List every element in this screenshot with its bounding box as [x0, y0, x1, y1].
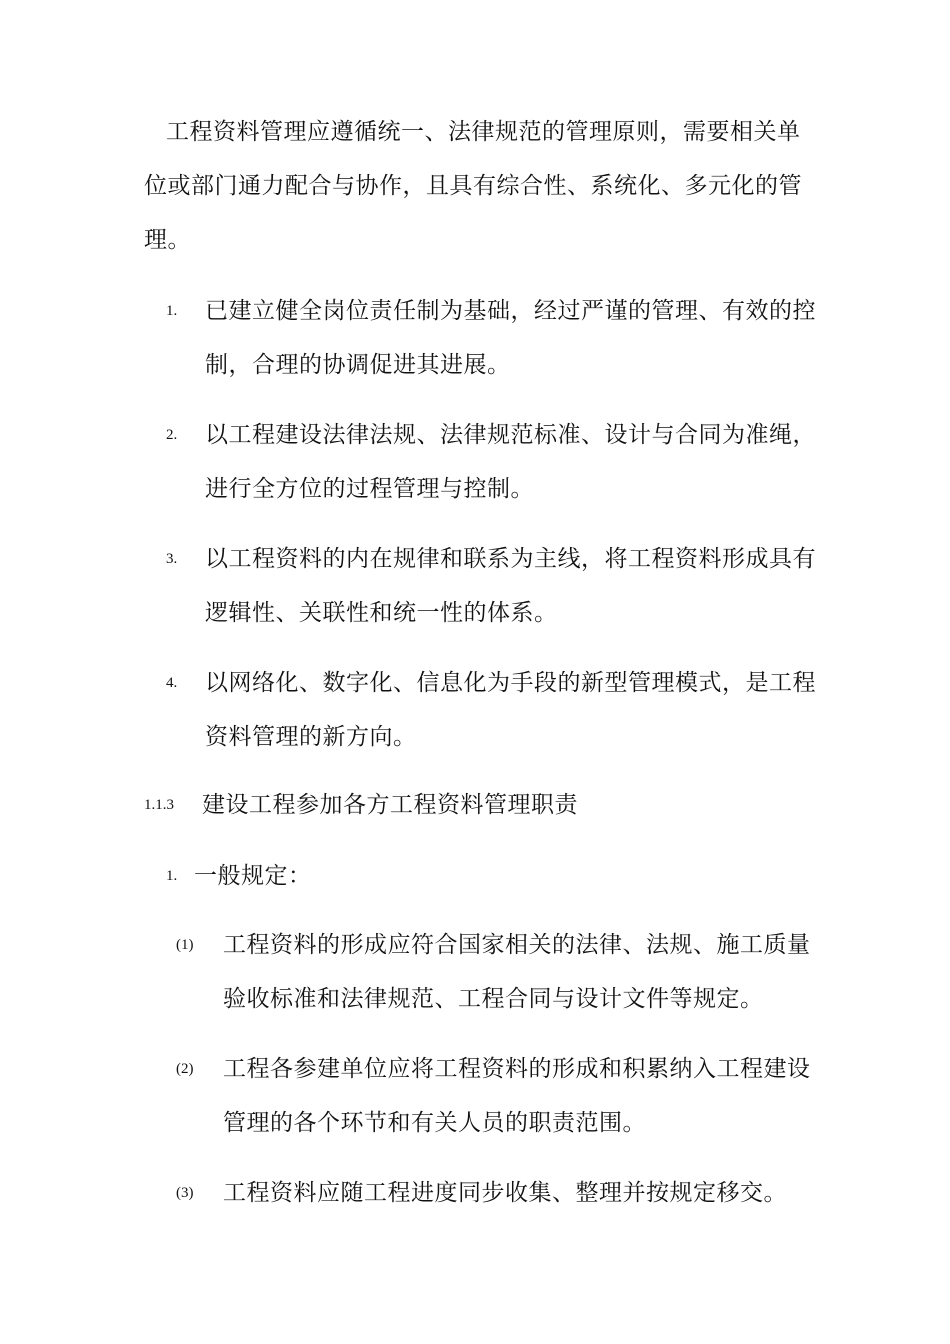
principle-3-line-1: 以工程资料的内在规律和联系为主线，将工程资料形成具有: [205, 546, 816, 572]
principle-4-number: 4.: [166, 675, 178, 691]
rule-2-number: (2): [176, 1061, 194, 1077]
intro-line-2: 位或部门通力配合与协作，且具有综合性、系统化、多元化的管: [144, 173, 802, 199]
rule-1-line-2: 验收标准和法律规范、工程合同与设计文件等规定。: [223, 986, 764, 1012]
general-label: 一般规定：: [194, 863, 312, 889]
rule-3-line-1: 工程资料应随工程进度同步收集、整理并按规定移交。: [223, 1180, 787, 1206]
intro-line-1: 工程资料管理应遵循统一、法律规范的管理原则，需要相关单: [166, 119, 801, 145]
general-number: 1.: [166, 868, 178, 884]
rule-2-line-1: 工程各参建单位应将工程资料的形成和积累纳入工程建设: [223, 1056, 811, 1082]
principle-4-line-1: 以网络化、数字化、信息化为手段的新型管理模式，是工程: [205, 670, 816, 696]
principle-2-number: 2.: [166, 427, 178, 443]
principle-3-number: 3.: [166, 551, 178, 567]
rule-3-number: (3): [176, 1185, 194, 1201]
principle-4-line-2: 资料管理的新方向。: [205, 724, 417, 750]
section-number: 1.1.3: [144, 797, 174, 813]
rule-2-line-2: 管理的各个环节和有关人员的职责范围。: [223, 1110, 646, 1136]
principle-1-line-2: 制，合理的协调促进其进展。: [205, 352, 511, 378]
principle-3-line-2: 逻辑性、关联性和统一性的体系。: [205, 600, 558, 626]
section-title: 建设工程参加各方工程资料管理职责: [202, 792, 578, 818]
rule-1-number: (1): [176, 937, 194, 953]
principle-2-line-1: 以工程建设法律法规、法律规范标准、设计与合同为准绳，: [205, 422, 816, 448]
principle-1-number: 1.: [166, 303, 178, 319]
rule-1-line-1: 工程资料的形成应符合国家相关的法律、法规、施工质量: [223, 932, 811, 958]
principle-1-line-1: 已建立健全岗位责任制为基础，经过严谨的管理、有效的控: [205, 298, 816, 324]
principle-2-line-2: 进行全方位的过程管理与控制。: [205, 476, 534, 502]
intro-line-3: 理。: [144, 227, 191, 253]
